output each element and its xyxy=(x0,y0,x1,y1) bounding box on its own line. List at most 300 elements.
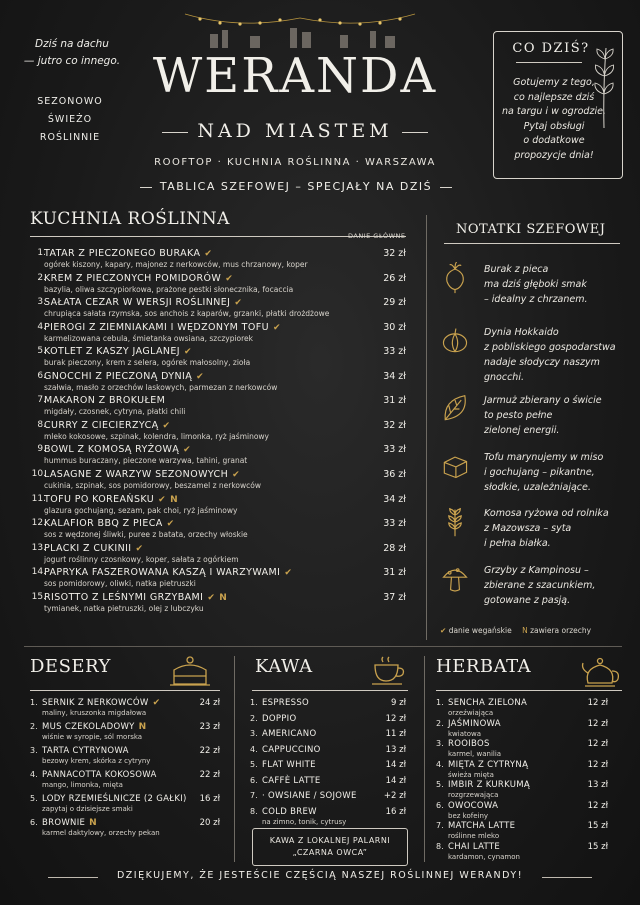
item-name xyxy=(44,297,242,308)
menu-item xyxy=(30,322,406,346)
item-price: 32 zł xyxy=(383,248,406,259)
item-description: roślinne mleko xyxy=(448,832,500,840)
vegan-mark-icon: ✔ xyxy=(234,298,243,309)
item-name-text: PLACKI Z CUKINII xyxy=(44,542,132,554)
item-description: bazylia, oliwa szczypiorkowa, prażone pestki słonecznika, focaccia xyxy=(44,284,294,294)
column-label: DANIE GŁÓWNE xyxy=(348,232,406,240)
note-line: Komosa ryżowa od rolnika xyxy=(484,508,609,519)
item-name xyxy=(44,346,192,357)
item-price: 32 zł xyxy=(383,419,406,431)
item-description: bezowy krem, skórka z cytryny xyxy=(42,757,151,765)
item-name-text: COLD BREW xyxy=(262,806,317,817)
item-number: 2. xyxy=(30,722,38,731)
item-price: 12 zł xyxy=(587,718,608,729)
menu-item xyxy=(30,297,406,321)
item-number: 1. xyxy=(436,698,444,707)
menu-item xyxy=(30,273,406,297)
item-number: 8. xyxy=(436,841,444,851)
item-price: 14 zł xyxy=(385,775,406,786)
item-name-text: LODY RZEMIEŚLNICZE (2 GAŁKI) xyxy=(42,794,187,804)
item-name xyxy=(44,322,281,333)
item-name-text: MIĘTA Z CYTRYNĄ xyxy=(448,759,529,770)
item-number: 7. xyxy=(436,821,444,830)
list-item xyxy=(250,807,406,827)
item-number: 11. xyxy=(31,493,46,504)
item-description: tymianek, natka pietruszki, olej z lubczyku xyxy=(44,603,204,613)
board-title: TABLICA SZEFOWEJ – SPECJAŁY NA DZIŚ xyxy=(140,180,452,193)
restaurant-subtitle: NAD MIASTEM xyxy=(160,120,430,142)
list-item xyxy=(30,770,220,790)
item-name-text: ESPRESSO xyxy=(262,698,310,708)
item-description: jogurt roślinny czosnkowy, koper, sałata z ogórkiem xyxy=(44,554,239,564)
nuts-mark-icon: N xyxy=(219,592,228,603)
item-description: mleko kokosowe, szpinak, kolendra, limonka, ryż jaśminowy xyxy=(44,431,269,441)
item-name xyxy=(262,714,296,724)
item-name-text: CHAI LATTE xyxy=(448,841,501,852)
cake-icon xyxy=(168,654,212,688)
item-number: 3. xyxy=(30,746,38,755)
item-price: 13 zł xyxy=(587,780,608,790)
item-number: 3. xyxy=(436,739,444,748)
note-line: Grzyby z Kampinosu – xyxy=(484,565,589,576)
vegan-mark-icon: ✔ xyxy=(272,322,281,333)
item-number: 6. xyxy=(37,370,46,381)
note-line: i gochujang – pikantne, xyxy=(484,467,595,478)
special-line: propozycje dnia! xyxy=(514,149,594,161)
item-price: 31 zł xyxy=(383,567,406,579)
leaf-icon xyxy=(440,393,470,425)
item-name-text: ROOIBOS xyxy=(448,739,490,749)
item-name-text: TATAR Z PIECZONEGO BURAKA xyxy=(44,248,201,259)
vegan-mark-icon: ✔ xyxy=(158,494,167,505)
item-price: 23 zł xyxy=(199,722,220,732)
item-name-text: KOTLET Z KASZY JAGLANEJ xyxy=(44,346,181,358)
item-price: 22 zł xyxy=(199,746,220,756)
item-price: 11 zł xyxy=(385,729,406,739)
item-name xyxy=(262,760,316,770)
item-number: 2. xyxy=(436,718,444,728)
legend xyxy=(440,626,591,635)
item-description: maliny, kruszonka migdałowa xyxy=(42,709,147,717)
item-name xyxy=(44,248,212,259)
item-price: 31 zł xyxy=(383,395,406,407)
roastery-line: KAWA Z LOKALNEJ PALARNI xyxy=(269,836,391,845)
note-line: z pobliskiego gospodarstwa xyxy=(484,342,616,353)
note-text xyxy=(484,506,624,551)
item-name-text: GNOCCHI Z PIECZONĄ DYNIĄ xyxy=(44,370,193,382)
item-name-text: DOPPIO xyxy=(262,713,297,724)
item-number: 14. xyxy=(31,567,46,578)
item-name xyxy=(448,760,528,770)
nuts-mark-icon: N xyxy=(170,494,178,505)
item-name-text: BOWL Z KOMOSĄ RYŻOWĄ xyxy=(44,444,180,456)
special-line: Gotujemy z tego, xyxy=(513,77,595,88)
item-name xyxy=(448,821,515,831)
item-price: 33 zł xyxy=(383,518,406,530)
item-price: 12 zł xyxy=(587,739,608,749)
divider xyxy=(516,62,582,63)
item-name-text: CAFFÈ LATTE xyxy=(262,775,321,786)
item-name-text: AMERICANO xyxy=(262,729,317,739)
footer-thanks: DZIĘKUJEMY, ŻE JESTEŚCIE CZĘŚCIĄ NASZEJ ROŚLINNEJ WERANDY! xyxy=(30,870,610,881)
item-name xyxy=(42,722,147,732)
vegan-mark-icon: ✔ xyxy=(225,273,234,284)
note-line: Dynia Hokkaido xyxy=(484,327,559,338)
item-description: ogórek kiszony, kapary, majonez z nerkowców, mus chrzanowy, koper xyxy=(44,260,308,269)
item-name-text: CURRY Z CIECIERZYCĄ xyxy=(44,419,159,431)
item-name-text: TARTA CYTRYNOWA xyxy=(42,746,129,756)
item-price: 15 zł xyxy=(587,821,608,831)
note-line: gotowane z pasją. xyxy=(484,595,571,606)
special-title: CO DZIŚ? xyxy=(512,41,590,56)
item-price: 24 zł xyxy=(199,698,220,708)
item-price: 34 zł xyxy=(383,493,406,505)
list-item xyxy=(436,842,608,862)
item-number: 7. xyxy=(250,791,258,800)
feature-item: SEZONOWO xyxy=(37,96,103,107)
list-item xyxy=(436,780,608,800)
mushroom-icon xyxy=(440,563,470,595)
item-name xyxy=(262,791,357,801)
item-number: 8. xyxy=(250,806,258,816)
item-price: 14 zł xyxy=(385,760,406,770)
item-name xyxy=(448,780,530,790)
item-price: 29 zł xyxy=(383,297,406,309)
list-item xyxy=(436,801,608,821)
item-price: 28 zł xyxy=(383,542,406,554)
feature-list xyxy=(24,93,116,147)
item-number: 8. xyxy=(37,419,46,430)
item-name-text: JAŚMINOWA xyxy=(448,718,501,729)
item-price: 9 zł xyxy=(391,698,406,708)
item-name-text: KREM Z PIECZONYCH POMIDORÓW xyxy=(44,272,222,284)
item-price: 12 zł xyxy=(587,698,608,708)
note-text xyxy=(484,325,624,385)
note-text xyxy=(484,563,624,608)
item-name-text: FLAT WHITE xyxy=(262,760,316,770)
item-name xyxy=(448,698,527,708)
item-price: 37 zł xyxy=(383,591,406,603)
special-line: Pytaj obsługi xyxy=(523,120,585,132)
legend-vegan: danie wegańskie xyxy=(448,626,512,635)
vegan-mark-icon: ✔ xyxy=(166,519,175,530)
menu-item xyxy=(30,592,406,616)
item-name xyxy=(44,273,233,284)
item-number: 3. xyxy=(37,297,46,308)
nuts-mark-icon: N xyxy=(522,626,528,635)
item-description: na zimno, tonik, cytrusy xyxy=(262,817,347,826)
section-heading-desery: DESERY xyxy=(30,656,111,677)
note-line: Tofu marynujemy w miso xyxy=(484,452,604,463)
menu-item xyxy=(30,444,406,468)
legend-nuts: zawiera orzechy xyxy=(530,626,592,635)
menu-item xyxy=(30,543,406,567)
note-text xyxy=(484,393,624,438)
item-number: 6. xyxy=(30,818,38,827)
item-name xyxy=(44,567,292,578)
item-number: 2. xyxy=(250,713,258,723)
list-item xyxy=(30,746,220,766)
item-number: 4. xyxy=(436,759,444,769)
item-description: burak pieczony, krem z selera, ogórek małosolny, zioła xyxy=(44,358,251,368)
list-item xyxy=(30,818,220,838)
tagline-line: Dziś na dachu xyxy=(35,38,109,50)
menu-item xyxy=(30,420,406,444)
divider xyxy=(426,215,427,640)
item-name-text: SERNIK Z NERKOWCÓW xyxy=(42,698,149,708)
roastery-line: „CZARNA OWCA” xyxy=(292,848,368,857)
item-name-text: RISOTTO Z LEŚNYMI GRZYBAMI xyxy=(44,591,204,603)
item-number: 4. xyxy=(37,321,46,332)
item-name-text: TOFU PO KOREAŃSKU xyxy=(44,493,155,505)
item-number: 4. xyxy=(250,744,258,754)
note-line: ma dziś głęboki smak xyxy=(484,279,587,290)
item-name xyxy=(44,543,143,554)
vegan-mark-icon: ✔ xyxy=(196,371,205,382)
item-name-text: SENCHA ZIELONA xyxy=(448,698,528,708)
list-item xyxy=(30,722,220,742)
divider xyxy=(24,646,622,647)
item-number: 3. xyxy=(250,729,258,738)
divider xyxy=(444,243,620,244)
item-name-text: KALAFIOR BBQ Z PIECA xyxy=(44,518,163,530)
item-name xyxy=(448,801,498,811)
item-name xyxy=(262,729,316,739)
item-number: 15. xyxy=(31,591,46,602)
vegan-mark-icon: ✔ xyxy=(440,626,447,635)
item-price: +2 zł xyxy=(383,791,406,801)
vegan-mark-icon: ✔ xyxy=(184,347,192,358)
item-description: cukinia, szpinak, sos pomidorowy, beszamel z nerkowców xyxy=(44,480,261,490)
item-number: 10. xyxy=(31,468,46,479)
item-description: karmel, wanilia xyxy=(448,750,502,758)
list-item xyxy=(436,719,608,739)
menu-item xyxy=(30,371,406,395)
item-name-text: · OWSIANE / SOJOWE xyxy=(262,791,357,801)
item-price: 16 zł xyxy=(199,794,220,804)
note-line: zielonej energii. xyxy=(484,425,560,436)
item-price: 12 zł xyxy=(587,759,608,770)
note-line: zbierane z szacunkiem, xyxy=(484,580,596,591)
item-name xyxy=(44,494,178,505)
item-description: migdały, czosnek, cytryna, płatki chili xyxy=(44,407,186,417)
special-line: na targu i w ogrodzie. xyxy=(502,106,606,117)
item-name xyxy=(44,518,175,529)
tofu-icon xyxy=(440,450,470,482)
grain-icon xyxy=(440,506,470,538)
item-description: świeża mięta xyxy=(448,770,494,779)
item-description: glazura gochujang, sezam, pak choi, ryż jaśminowy xyxy=(44,505,238,515)
note-line: – idealny z chrzanem. xyxy=(484,294,588,305)
item-description: bez kofeiny xyxy=(448,811,489,820)
item-name xyxy=(262,807,317,817)
list-item xyxy=(30,794,220,814)
item-name xyxy=(44,469,240,480)
item-number: 5. xyxy=(250,760,258,769)
divider xyxy=(30,690,220,691)
item-number: 1. xyxy=(37,248,46,258)
item-name xyxy=(44,395,165,406)
item-price: 12 zł xyxy=(385,713,406,724)
vegan-mark-icon: ✔ xyxy=(207,592,216,603)
daily-special-box xyxy=(493,31,623,179)
item-name xyxy=(42,794,187,804)
pumpkin-icon xyxy=(440,325,470,357)
item-description: hummus buraczany, pieczone warzywa, tahini, granat xyxy=(44,456,248,466)
item-name xyxy=(44,444,191,455)
vegan-mark-icon: ✔ xyxy=(162,420,171,431)
item-name-text: CAPPUCCINO xyxy=(262,744,321,755)
list-item xyxy=(30,698,220,718)
item-description: rozgrzewająca xyxy=(448,791,499,799)
item-description: karmel daktylowy, orzechy pekan xyxy=(42,829,160,837)
item-number: 9. xyxy=(37,444,46,455)
item-name-text: PAPRYKA FASZEROWANA KASZĄ I WARZYWAMI xyxy=(44,567,281,579)
item-name-text: SAŁATA CEZAR W WERSJI ROŚLINNEJ xyxy=(44,297,231,309)
item-description: wiśnie w syropie, sól morska xyxy=(42,733,143,741)
item-number: 2. xyxy=(37,272,46,283)
item-number: 5. xyxy=(37,346,46,357)
note-line: gnocchi. xyxy=(484,372,524,383)
item-number: 4. xyxy=(30,770,38,779)
item-name xyxy=(42,746,129,756)
item-name xyxy=(44,420,170,431)
tagline-line: — jutro co innego. xyxy=(23,55,121,67)
item-name xyxy=(262,745,321,755)
item-price: 26 zł xyxy=(383,272,406,284)
item-number: 13. xyxy=(31,542,46,553)
item-description: kwiatowa xyxy=(448,729,482,738)
item-name-text: MUS CZEKOLADOWY xyxy=(42,722,135,732)
section-heading-kawa: KAWA xyxy=(255,656,313,677)
item-description: sos z wędzonej śliwki, puree z batata, orzechy włoskie xyxy=(44,530,248,540)
special-line: co najlepsze dziś xyxy=(513,91,595,103)
item-name-text: OWOCOWA xyxy=(448,800,499,811)
note-line: Jarmuż zbierany o świcie xyxy=(484,395,602,406)
menu-item xyxy=(30,395,406,419)
menu-item xyxy=(30,248,406,272)
list-item xyxy=(436,760,608,780)
menu-item xyxy=(30,346,406,370)
item-description: mango, limonka, mięta xyxy=(42,781,123,789)
vegan-mark-icon: ✔ xyxy=(232,469,241,480)
list-item xyxy=(436,821,608,841)
list-item xyxy=(436,698,608,718)
item-number: 1. xyxy=(250,698,258,707)
item-number: 7. xyxy=(37,395,46,406)
item-price: 34 zł xyxy=(383,370,406,382)
item-description: sos pomidorowy, oliwki, natka pietruszki xyxy=(44,579,196,589)
nuts-mark-icon: N xyxy=(138,722,147,732)
item-name xyxy=(262,698,309,708)
item-description: kardamon, cynamon xyxy=(448,852,520,861)
item-price: 30 zł xyxy=(383,321,406,333)
section-heading-notes: NOTATKI SZEFOWEJ xyxy=(456,222,606,237)
item-name-text: IMBIR Z KURKUMĄ xyxy=(448,780,531,790)
item-name-text: MATCHA LATTE xyxy=(448,821,516,831)
nuts-mark-icon: N xyxy=(89,818,98,828)
menu-item xyxy=(30,494,406,518)
item-number: 6. xyxy=(436,800,444,810)
item-price: 15 zł xyxy=(587,841,608,852)
item-name xyxy=(42,770,157,780)
location-line: ROOFTOP · KUCHNIA ROŚLINNA · WARSZAWA xyxy=(154,157,436,168)
item-name xyxy=(448,842,500,852)
item-price: 12 zł xyxy=(587,800,608,811)
item-name-text: LASAGNE Z WARZYW SEZONOWYCH xyxy=(44,468,229,480)
menu-item xyxy=(30,518,406,542)
coffee-cup-icon xyxy=(370,655,408,687)
item-price: 33 zł xyxy=(383,346,406,358)
item-number: 5. xyxy=(436,780,444,789)
item-name xyxy=(44,592,227,603)
item-price: 36 zł xyxy=(383,468,406,480)
item-name-text: PANNACOTTA KOKOSOWA xyxy=(42,770,157,780)
divider xyxy=(234,656,235,862)
roastery-box xyxy=(252,828,408,866)
item-name-text: MAKARON Z BROKUŁEM xyxy=(44,395,166,407)
divider xyxy=(436,690,622,691)
note-line: z Mazowsza – syta xyxy=(484,523,572,534)
feature-item: ROŚLINNIE xyxy=(39,132,101,143)
note-text xyxy=(484,262,624,307)
note-line: i pełna białka. xyxy=(484,538,551,549)
note-line: nadaje słodyczy naszym xyxy=(484,357,600,368)
note-line: Burak z pieca xyxy=(484,264,549,275)
vegan-mark-icon: ✔ xyxy=(152,698,161,708)
vegan-mark-icon: ✔ xyxy=(204,249,213,259)
teapot-icon xyxy=(580,653,622,689)
restaurant-title: WERANDA xyxy=(152,48,438,104)
item-name xyxy=(44,371,204,382)
item-name-text: PIEROGI Z ZIEMNIAKAMI I WĘDZONYM TOFU xyxy=(44,321,269,333)
string-lights-icon xyxy=(180,8,420,48)
vegan-mark-icon: ✔ xyxy=(183,445,192,456)
item-number: 1. xyxy=(30,698,38,707)
divider xyxy=(424,656,425,862)
item-name-text: BROWNIE xyxy=(42,818,86,828)
item-name xyxy=(448,719,501,729)
note-line: to pesto pełne xyxy=(484,410,553,421)
item-description: orzeźwiająca xyxy=(448,709,494,717)
item-name xyxy=(42,818,97,828)
section-heading-kuchnia: KUCHNIA ROŚLINNA xyxy=(30,209,230,229)
item-description: karmelizowana cebula, śmietanka owsiana, szczypiorek xyxy=(44,333,254,343)
section-heading-herbata: HERBATA xyxy=(436,656,532,677)
item-description: chrupiąca sałata rzymska, sos anchois z kaparów, grzanki, płatki drożdżowe xyxy=(44,309,330,319)
vegan-mark-icon: ✔ xyxy=(284,568,293,579)
item-description: zapytaj o dzisiejsze smaki xyxy=(42,805,133,813)
note-text xyxy=(484,450,624,495)
feature-item: ŚWIEŻO xyxy=(47,114,93,125)
item-number: 5. xyxy=(30,794,38,803)
item-name xyxy=(448,739,490,749)
beet-icon xyxy=(440,262,470,294)
item-number: 6. xyxy=(250,775,258,785)
item-name xyxy=(262,776,321,786)
menu-item xyxy=(30,567,406,591)
list-item xyxy=(436,739,608,759)
vegan-mark-icon: ✔ xyxy=(135,543,144,554)
item-price: 22 zł xyxy=(199,770,220,780)
special-line: o dodatkowe xyxy=(523,135,585,146)
item-price: 33 zł xyxy=(383,444,406,456)
item-price: 20 zł xyxy=(199,818,220,828)
item-name xyxy=(42,698,160,708)
menu-item xyxy=(30,469,406,493)
divider xyxy=(252,690,408,691)
note-line: słodkie, uzależniające. xyxy=(484,482,591,493)
